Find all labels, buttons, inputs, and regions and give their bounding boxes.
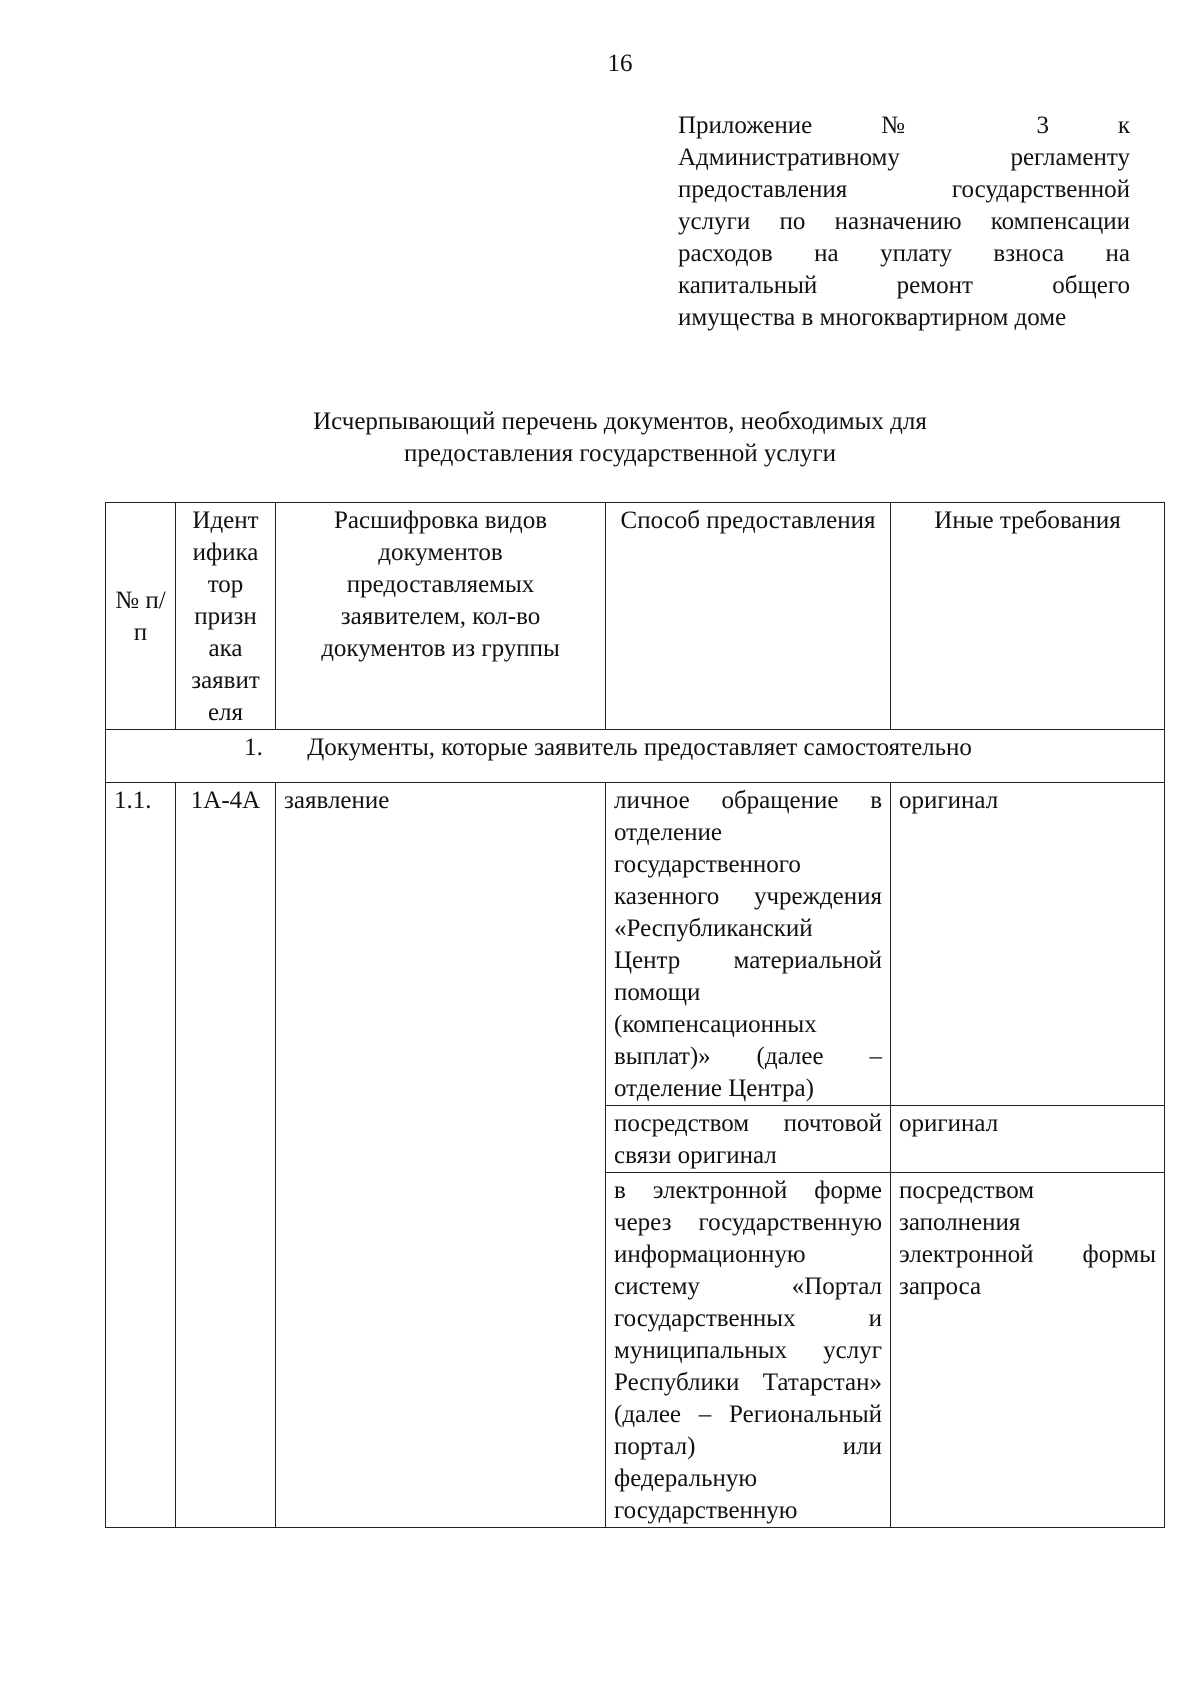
header-description: Расшифровка видов документов предоставляемых заявителем, кол-во документов из группы xyxy=(276,503,606,730)
documents-table xyxy=(105,502,1165,1528)
requirement-cell: оригинал xyxy=(891,1106,1165,1173)
appendix-line: Приложение № 3 к xyxy=(678,112,1130,139)
section-cell xyxy=(106,730,1165,783)
method-cell: посредством почтовой связи оригинал xyxy=(606,1106,891,1173)
section-number: 1. xyxy=(244,734,263,761)
requirement-cell: оригинал xyxy=(891,783,1165,1106)
page-number: 16 xyxy=(607,50,633,77)
method-cell: в электронной форме через государственную информационную систему «Портал государственных и муниципальных услуг Республики Татарстан» (далее – Региональный портал) или федеральную государственную xyxy=(606,1173,891,1528)
appendix-line: имущества в многоквартирном доме xyxy=(678,304,1067,331)
appendix-header xyxy=(678,110,1130,334)
row-identifier: 1А-4А xyxy=(176,783,276,1528)
header-method: Способ предоставления xyxy=(606,503,891,730)
section-row xyxy=(106,730,1165,783)
method-cell: личное обращение в отделение государственного казенного учреждения «Республиканский Центр материальной помощи (компенсационных выплат)» (далее – отделение Центра) xyxy=(606,783,891,1106)
appendix-line: расходов на уплату взноса на xyxy=(678,240,1130,267)
header-requirements: Иные требования xyxy=(891,503,1165,730)
appendix-line: капитальный ремонт общего xyxy=(678,272,1130,299)
row-description: заявление xyxy=(276,783,606,1528)
appendix-line: услуги по назначению компенсации xyxy=(678,208,1130,235)
appendix-line: Административному регламенту xyxy=(678,144,1130,171)
table-row xyxy=(106,783,1165,1106)
header-num: № п/п xyxy=(106,503,176,730)
row-num: 1.1. xyxy=(106,783,176,1528)
table-header-row xyxy=(106,503,1165,730)
appendix-line: предоставления государственной xyxy=(678,176,1130,203)
document-title-line-1: Исчерпывающий перечень документов, необходимых для xyxy=(313,408,927,435)
document-title xyxy=(140,406,1100,470)
requirement-cell: посредством заполнения электронной формы запроса xyxy=(891,1173,1165,1528)
section-title: Документы, которые заявитель предоставляет самостоятельно xyxy=(307,734,972,761)
document-title-line-2: предоставления государственной услуги xyxy=(403,440,837,467)
header-identifier: Идент ифика тор призн ака заявит еля xyxy=(176,503,276,730)
